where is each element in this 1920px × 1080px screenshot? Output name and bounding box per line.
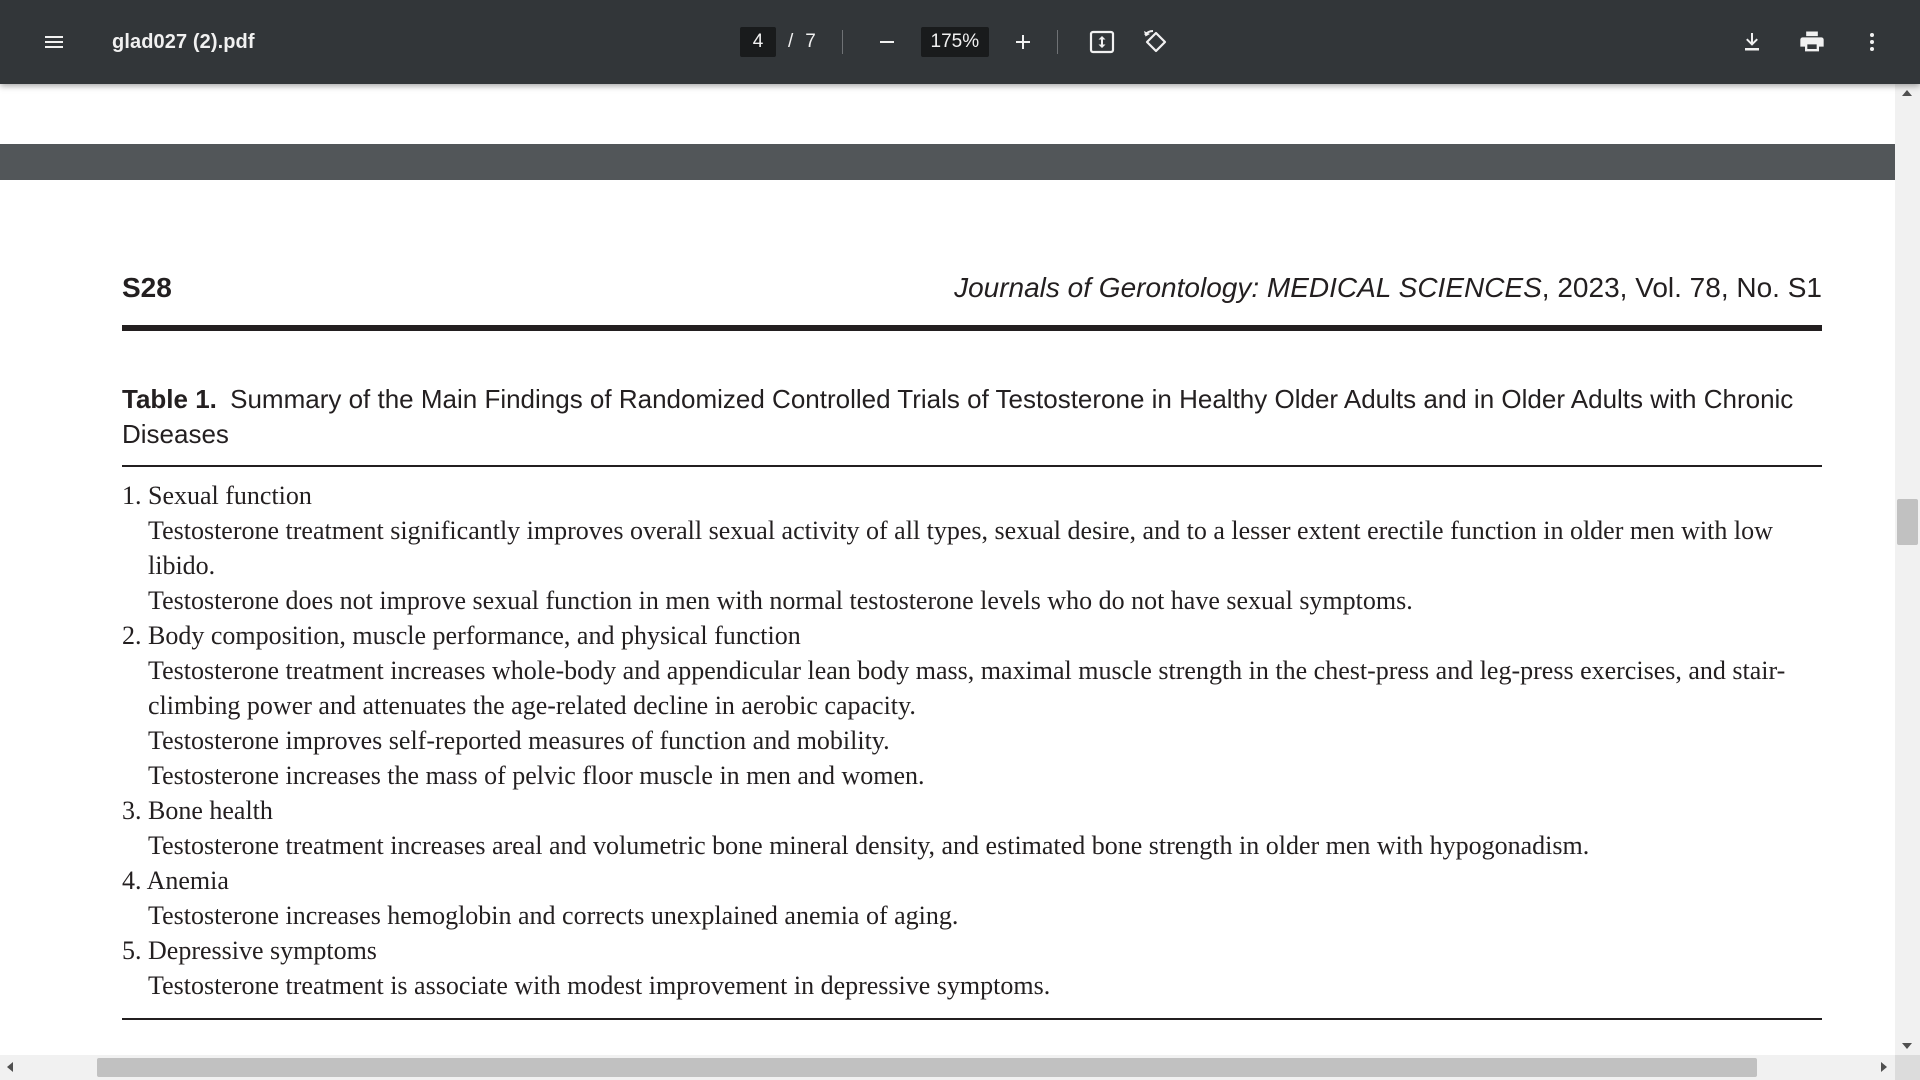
zoom-in-button[interactable] (1003, 22, 1043, 62)
finding-line: Testosterone treatment is associate with modest improvement in depressive symptoms. (148, 971, 1051, 1000)
previous-page-bottom (0, 84, 1895, 144)
running-head (122, 268, 1822, 308)
section-heading: 3. Bone health (122, 796, 273, 825)
toolbar-divider (1057, 30, 1058, 54)
minus-icon (875, 30, 899, 54)
toolbar-divider (842, 30, 843, 54)
table-caption (122, 382, 1822, 452)
hamburger-menu-icon[interactable] (34, 22, 74, 62)
scroll-left-arrow-icon[interactable] (7, 1062, 13, 1072)
download-button[interactable] (1732, 22, 1772, 62)
vertical-scrollbar[interactable] (1895, 84, 1920, 1055)
print-icon (1798, 28, 1826, 56)
page-total: 7 (805, 31, 816, 52)
rotate-button[interactable] (1136, 22, 1176, 62)
page-gap (0, 144, 1895, 180)
document-content[interactable] (0, 84, 1895, 1055)
finding-line: Testosterone improves self-reported measures of function and mobility. (148, 726, 890, 755)
more-vertical-icon (1860, 30, 1884, 54)
vertical-scroll-thumb[interactable] (1897, 499, 1918, 545)
section-heading: 2. Body composition, muscle performance, and physical function (122, 621, 801, 650)
finding-line: Testosterone does not improve sexual function in men with normal testosterone levels who do not have sexual symptoms. (148, 586, 1413, 615)
rotate-counterclockwise-icon (1142, 28, 1170, 56)
table-title: Summary of the Main Findings of Randomized Controlled Trials of Testosterone in Healthy Older Adults and in Older Adults with Chronic Diseases (122, 384, 1794, 449)
finding-line: Testosterone increases the mass of pelvic floor muscle in men and women. (148, 761, 925, 790)
page-number-input[interactable]: 4 (740, 27, 776, 57)
section-heading: 4. Anemia (122, 866, 229, 895)
toolbar-center (740, 0, 1176, 84)
finding-line: Testosterone treatment significantly improves overall sexual activity of all types, sexual desire, and to a lesser extent erectile function in older men with low libido. (148, 516, 1773, 580)
table-label: Table 1. (122, 384, 217, 414)
section-heading: 5. Depressive symptoms (122, 936, 377, 965)
page-separator: / (788, 31, 794, 52)
scroll-right-arrow-icon[interactable] (1881, 1062, 1887, 1072)
journal-citation (954, 272, 1822, 304)
header-rule (122, 325, 1822, 331)
scroll-down-arrow-icon[interactable] (1902, 1043, 1912, 1049)
journal-volume: , 2023, Vol. 78, No. S1 (1541, 272, 1822, 303)
download-icon (1740, 30, 1764, 54)
finding-line: Testosterone treatment increases areal and volumetric bone mineral density, and estimated bone strength in older men with hypogonadism. (148, 831, 1590, 860)
horizontal-scrollbar[interactable] (0, 1055, 1920, 1080)
print-button[interactable] (1792, 22, 1832, 62)
table-body (122, 478, 1822, 1003)
pdf-toolbar (0, 0, 1920, 84)
fit-to-page-button[interactable] (1082, 22, 1122, 62)
zoom-out-button[interactable] (867, 22, 907, 62)
scroll-up-arrow-icon[interactable] (1902, 90, 1912, 96)
document-title: glad027 (2).pdf (112, 30, 255, 53)
journal-name: Journals of Gerontology: MEDICAL SCIENCES (954, 272, 1542, 303)
section-heading: 1. Sexual function (122, 481, 312, 510)
table-bottom-rule (122, 1018, 1822, 1020)
horizontal-scroll-thumb[interactable] (97, 1058, 1757, 1077)
page-number-label: S28 (122, 272, 172, 303)
fit-to-page-icon (1088, 28, 1116, 56)
pdf-page (0, 180, 1895, 1055)
finding-line: Testosterone increases hemoglobin and corrects unexplained anemia of aging. (148, 901, 959, 930)
plus-icon (1011, 30, 1035, 54)
zoom-level-input[interactable]: 175% (921, 27, 989, 57)
toolbar-right (1712, 0, 1892, 84)
finding-line: Testosterone treatment increases whole-body and appendicular lean body mass, maximal muscle strength in the chest-press and leg-press exercises, and stair-climbing power and attenuates the age-related decline in aerobic capacity. (148, 656, 1786, 720)
more-actions-button[interactable] (1852, 22, 1892, 62)
toolbar-left (34, 0, 255, 84)
scrollbar-corner (1895, 1055, 1920, 1080)
caption-rule (122, 465, 1822, 467)
